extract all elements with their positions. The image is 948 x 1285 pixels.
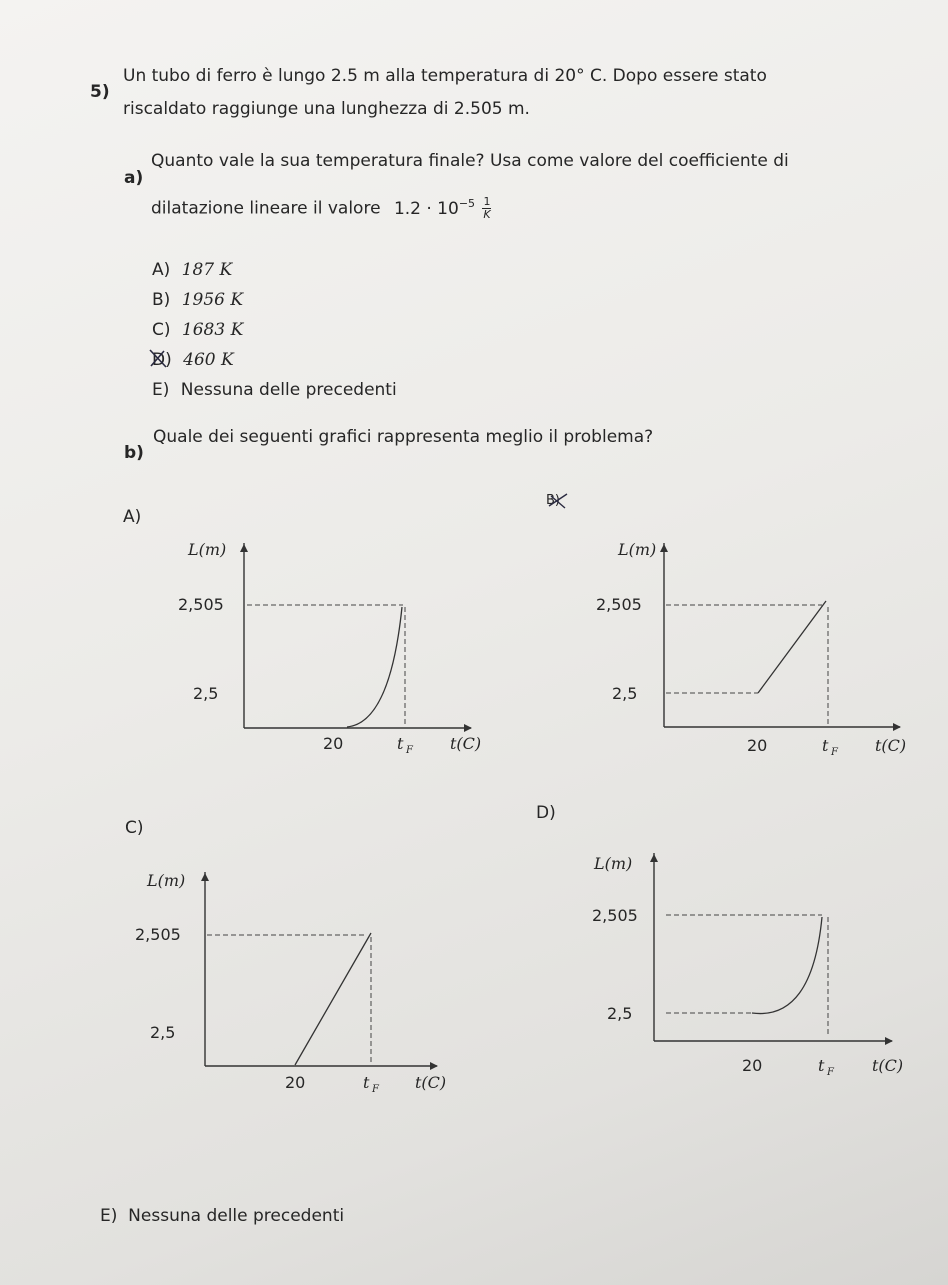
y-axis-label: L(m)	[594, 854, 633, 873]
option-value: 1956 K	[181, 290, 244, 310]
graph-a	[175, 535, 482, 756]
x-tick-tf-sub: F	[406, 745, 413, 756]
x-axis-label: t(C)	[415, 1073, 447, 1092]
option-letter: D)	[152, 350, 172, 370]
x-axis-label: t(C)	[450, 734, 482, 753]
coefficient-unit	[482, 196, 491, 221]
part-a-text-line2	[151, 196, 491, 221]
option-letter: B)	[152, 290, 171, 310]
part-a-text-line1: Quanto vale la sua temperatura finale? Usa come valore del coefficiente di	[151, 151, 789, 171]
option-letter: E)	[152, 380, 170, 400]
x-tick-tf-sub: F	[827, 1067, 834, 1078]
coefficient-exponent: −5	[458, 196, 476, 210]
unit-numerator: 1	[483, 195, 491, 208]
graph-b-label: B)	[546, 493, 560, 508]
y-tick-low: 2,5	[193, 684, 219, 703]
coefficient-value: 1.2 · 10	[393, 198, 459, 219]
option-letter: C)	[152, 320, 171, 340]
graph-line	[758, 601, 826, 693]
x-tick-tf-sub: F	[831, 747, 838, 758]
graph-line	[295, 933, 371, 1065]
x-tick-20: 20	[285, 1073, 306, 1092]
graph-d-label: D)	[536, 803, 556, 823]
option-a[interactable]	[152, 260, 232, 280]
graph-curve	[752, 917, 822, 1014]
option-d[interactable]	[152, 350, 234, 370]
x-tick-tf: t	[397, 734, 404, 753]
graph-a-label: A)	[123, 507, 142, 527]
part-b-text: Quale dei seguenti grafici rappresenta meglio il problema?	[153, 427, 654, 447]
y-tick-high: 2,505	[178, 595, 224, 614]
option-letter: A)	[152, 260, 171, 280]
y-axis-label: L(m)	[147, 871, 186, 890]
x-tick-tf: t	[822, 736, 829, 755]
x-axis-label: t(C)	[875, 736, 907, 755]
y-axis-label: L(m)	[618, 540, 657, 559]
question-text-line1: Un tubo di ferro è lungo 2.5 m alla temperatura di 20° C. Dopo essere stato	[123, 66, 767, 86]
handwritten-cross-mark-b	[545, 490, 571, 512]
option-value: 187 K	[181, 260, 233, 280]
option-value: 460 K	[183, 350, 234, 370]
x-tick-tf-sub: F	[372, 1084, 379, 1095]
y-tick-low: 2,5	[150, 1023, 176, 1042]
graph-c-label: C)	[125, 818, 144, 838]
x-axis-label: t(C)	[872, 1056, 904, 1075]
part-a-text-line2-words: dilatazione lineare il valore	[151, 198, 381, 219]
option-b[interactable]	[152, 290, 243, 310]
graph-option-e[interactable]: E) Nessuna delle precedenti	[100, 1206, 345, 1226]
x-tick-20: 20	[747, 736, 768, 755]
y-axis-label: L(m)	[188, 540, 227, 559]
y-tick-high: 2,505	[135, 925, 181, 944]
part-b-label: b)	[124, 443, 144, 463]
y-tick-low: 2,5	[607, 1004, 633, 1023]
x-tick-20: 20	[742, 1056, 763, 1075]
x-tick-20: 20	[323, 734, 344, 753]
question-number: 5)	[90, 82, 110, 102]
y-tick-high: 2,505	[596, 595, 642, 614]
x-tick-tf: t	[363, 1073, 370, 1092]
graph-c	[135, 862, 455, 1095]
option-c[interactable]	[152, 320, 243, 340]
y-tick-high: 2,505	[592, 906, 638, 925]
part-a-label: a)	[124, 168, 144, 188]
graph-b	[590, 535, 915, 758]
y-tick-low: 2,5	[612, 684, 638, 703]
option-value: Nessuna delle precedenti	[180, 380, 397, 400]
graph-curve	[347, 607, 402, 727]
question-text-line2: riscaldato raggiunge una lunghezza di 2.505 m.	[123, 99, 530, 119]
option-value: 1683 K	[181, 320, 244, 340]
option-e[interactable]	[152, 380, 397, 400]
x-tick-tf: t	[818, 1056, 825, 1075]
graph-d	[590, 845, 915, 1078]
handwritten-cross-mark	[148, 348, 170, 370]
unit-denominator: K	[483, 208, 491, 221]
